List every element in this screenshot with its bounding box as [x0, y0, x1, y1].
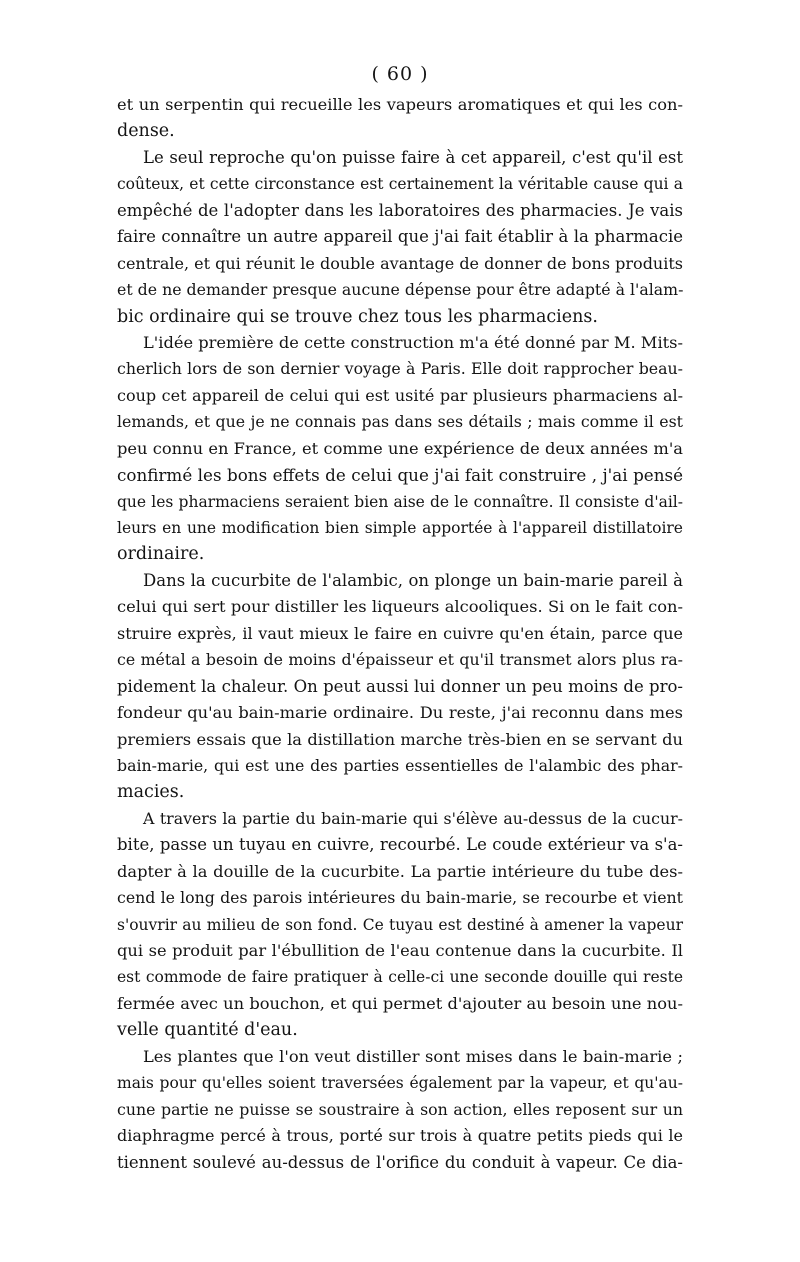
text-line: confirmé les bons effets de celui que j'ai fait construire , j'ai pensé [117, 465, 683, 486]
text-line: diaphragme percé à trous, porté sur trois à quatre petits pieds qui le [117, 1126, 683, 1146]
text-line: pidement la chaleur. On peut aussi lui donner un peu moins de pro- [117, 676, 683, 696]
text-line: bain-marie, qui est une des parties essentielles de l'alambic des phar- [117, 755, 683, 775]
text-line: Le seul reproche qu'on puisse faire à cet appareil, c'est qu'il est [143, 147, 683, 167]
text-line: que les pharmaciens seraient bien aise de le connaître. Il consiste d'ail- [117, 492, 683, 511]
text-line: leurs en une modification bien simple apportée à l'appareil distillatoire [117, 519, 683, 537]
text-line: et un serpentin qui recueille les vapeurs aromatiques et qui les con- [117, 95, 683, 114]
text-line: empêché de l'adopter dans les laboratoires des pharmacies. Je vais [117, 200, 683, 220]
text-line: cune partie ne puisse se soustraire à son action, elles reposent sur un [117, 1099, 683, 1119]
page-number: ( 60 ) [371, 63, 429, 85]
text-line: qui se produit par l'ébullition de l'eau contenue dans la cucurbite. Il [117, 941, 683, 960]
text-line: ordinaire. [117, 544, 205, 565]
text-line: macies. [117, 782, 185, 803]
text-line: bic ordinaire qui se trouve chez tous les pharmaciens. [117, 306, 598, 327]
text-line: ce métal a besoin de moins d'épaisseur et qu'il transmet alors plus ra- [117, 650, 683, 670]
text-line: L'idée première de cette construction m'a été donné par M. Mits- [143, 332, 684, 352]
text-line: cend le long des parois intérieures du bain-marie, se recourbe et vient [117, 888, 683, 908]
text-line: mais pour qu'elles soient traversées également par la vapeur, et qu'au- [117, 1074, 683, 1093]
text-line: dense. [117, 121, 175, 142]
text-line: cherlich lors de son dernier voyage à Paris. Elle doit rapprocher beau- [117, 359, 683, 379]
text-line: Dans la cucurbite de l'alambic, on plonge un bain-marie pareil à [143, 570, 683, 590]
text-line: bite, passe un tuyau en cuivre, recourbé. Le coude extérieur va s'a- [117, 835, 683, 855]
text-line: et de ne demander presque aucune dépense pour être adapté à l'alam- [117, 280, 684, 300]
body-text [117, 92, 683, 1176]
text-line: A travers la partie du bain-marie qui s'élève au-dessus de la cucur- [143, 808, 683, 828]
text-line: s'ouvrir au milieu de son fond. Ce tuyau est destiné à amener la vapeur [117, 915, 683, 934]
text-line: coup cet appareil de celui qui est usité par plusieurs pharmaciens al- [117, 385, 683, 405]
text-line: celui qui sert pour distiller les liqueurs alcooliques. Si on le fait con- [117, 597, 683, 617]
text-line: peu connu en France, et comme une expérience de deux années m'a [117, 438, 683, 458]
text-line: fondeur qu'au bain-marie ordinaire. Du reste, j'ai reconnu dans mes [117, 703, 683, 723]
text-line: lemands, et que je ne connais pas dans ses détails ; mais comme il est [117, 412, 683, 432]
text-line: premiers essais que la distillation marche très-bien en se servant du [117, 729, 683, 749]
text-line: struire exprès, il vaut mieux le faire en cuivre qu'en étain, parce que [117, 623, 683, 643]
text-line: Les plantes que l'on veut distiller sont mises dans le bain-marie ; [143, 1046, 683, 1066]
text-line: tiennent soulevé au-dessus de l'orifice du conduit à vapeur. Ce dia- [117, 1152, 683, 1172]
text-line: coûteux, et cette circonstance est certainement la véritable cause qui a [117, 175, 683, 194]
text-line: velle quantité d'eau. [117, 1020, 298, 1041]
text-line: est commode de faire pratiquer à celle-ci une seconde douille qui reste [117, 968, 683, 987]
text-line: fermée avec un bouchon, et qui permet d'ajouter au besoin une nou- [117, 993, 683, 1013]
text-line: faire connaître un autre appareil que j'ai fait établir à la pharmacie [117, 227, 683, 247]
text-line: dapter à la douille de la cucurbite. La partie intérieure du tube des- [117, 861, 683, 881]
text-line: centrale, et qui réunit le double avantage de donner de bons produits [117, 253, 683, 273]
